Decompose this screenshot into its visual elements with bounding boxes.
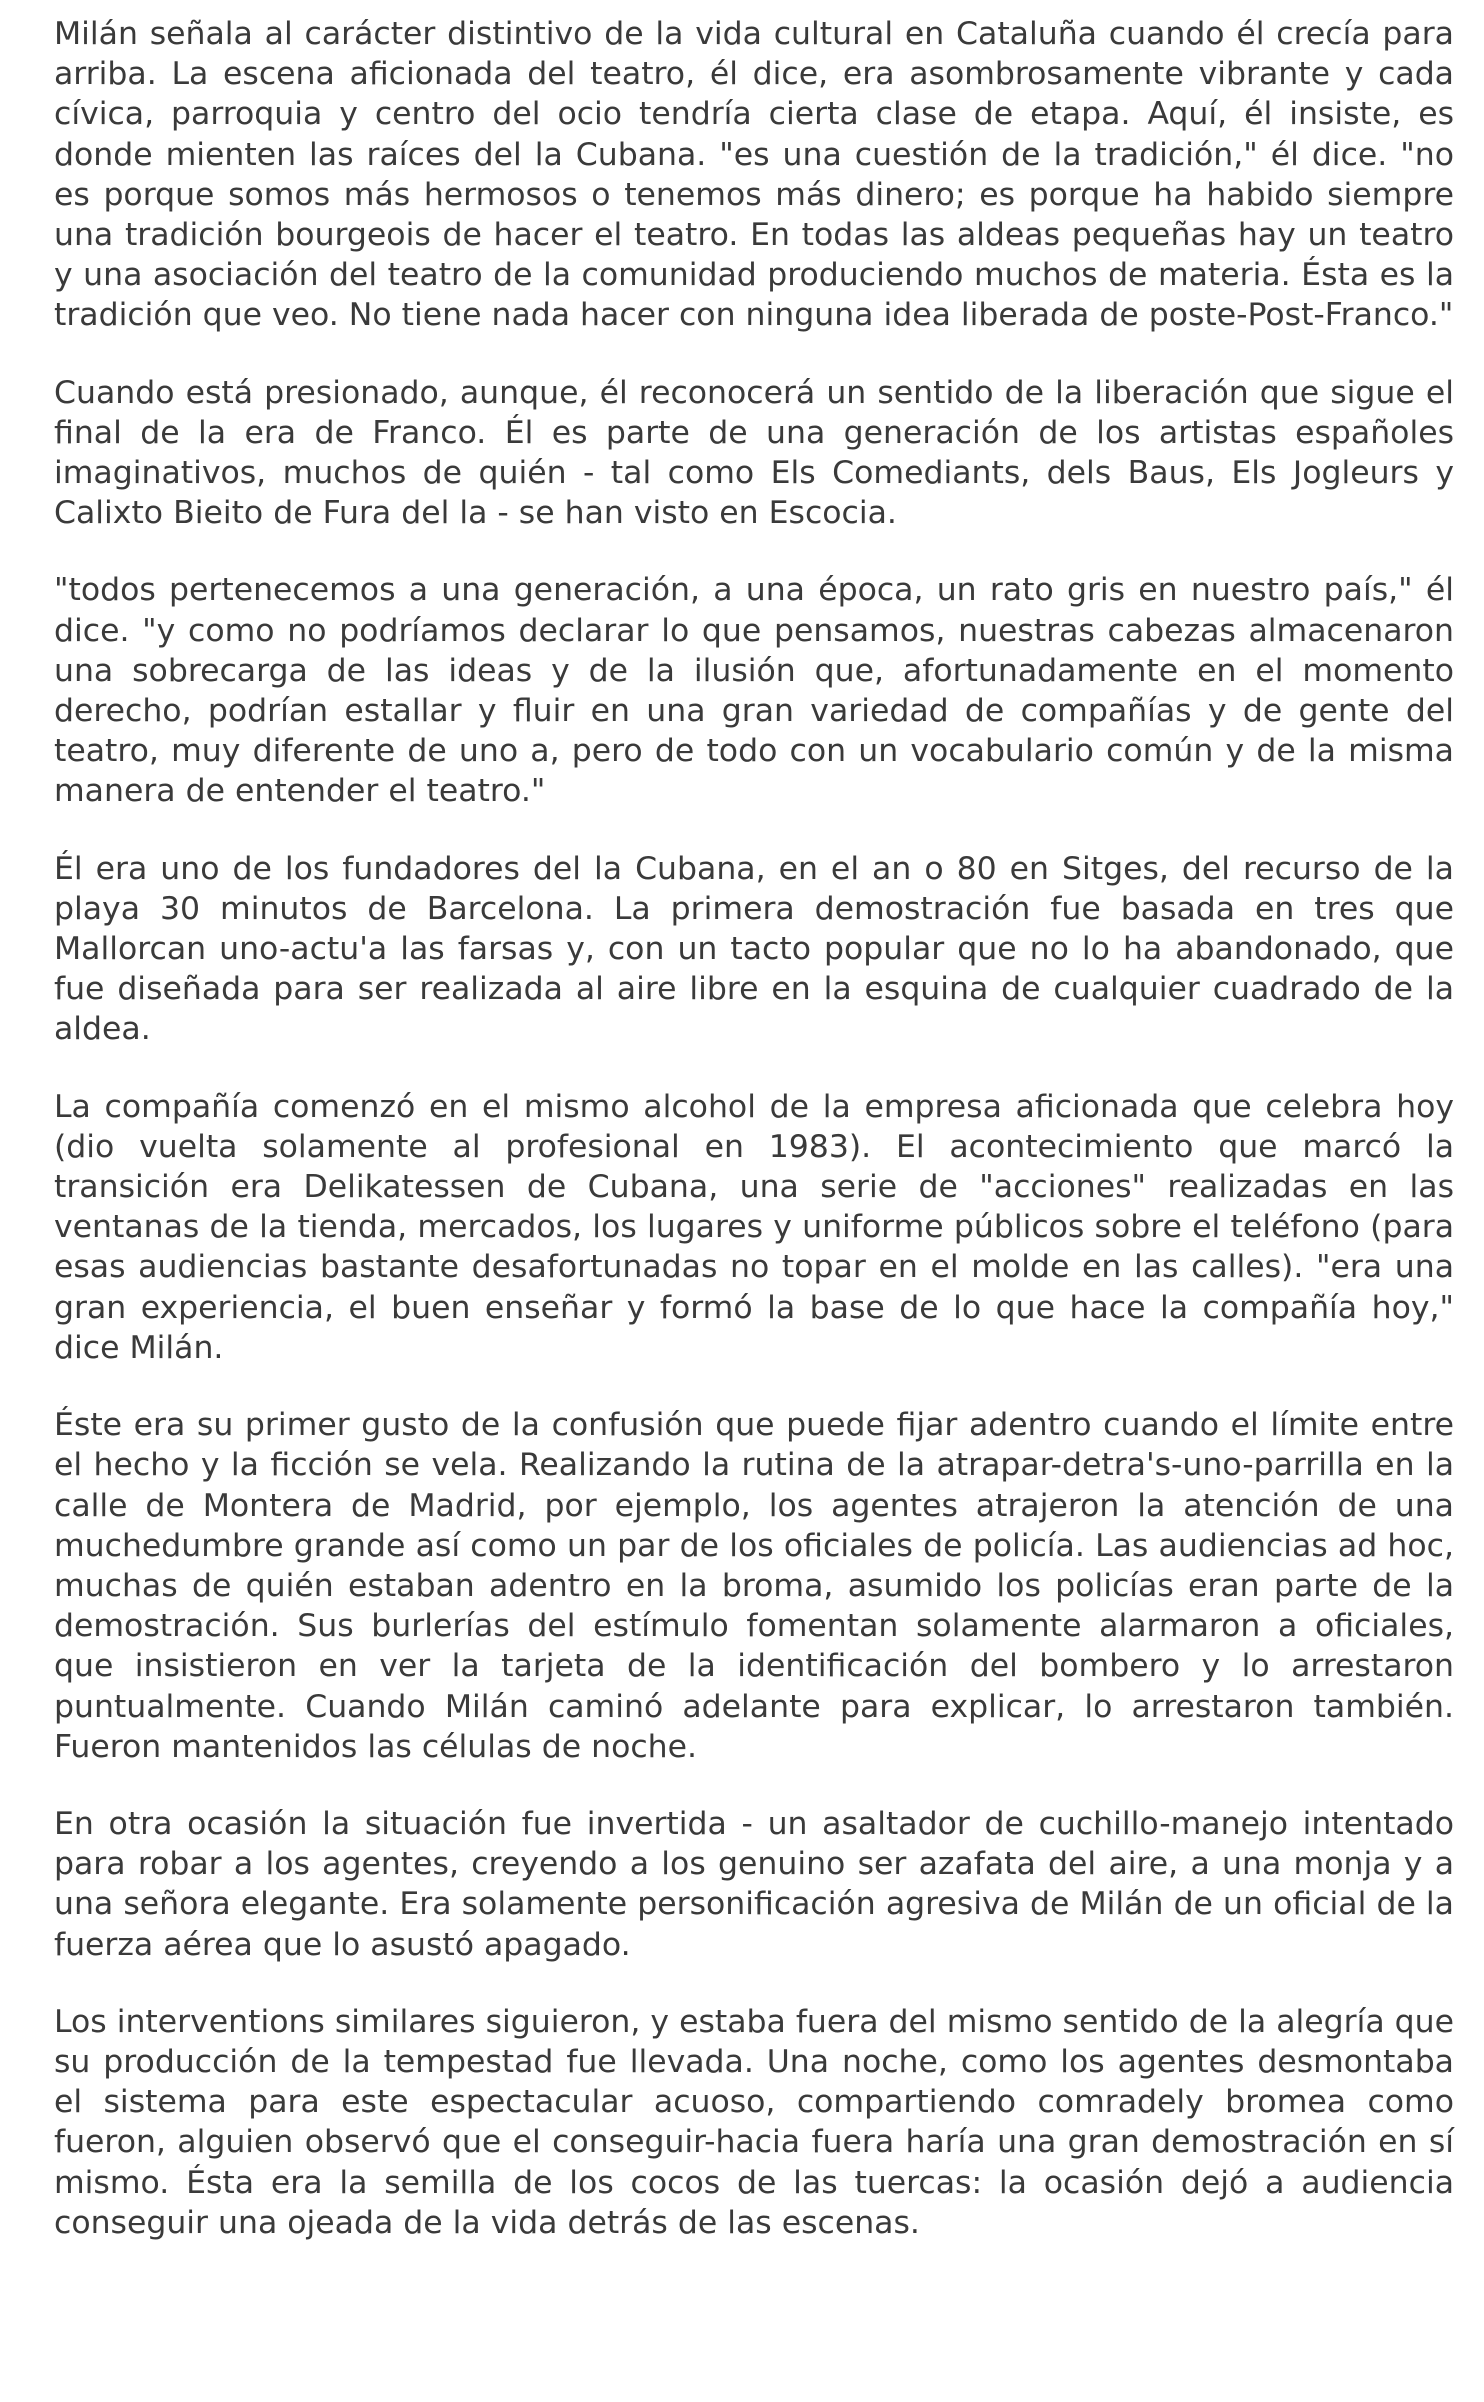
paragraph-1: Milán señala al carácter distintivo de la vida cultural en Cataluña cuando él crecía para arriba. La escena aficionada del teatro, él dice, era asombrosamente vibrante y cada cívica, parroquia y centro del ocio tendría cierta clase de etapa. Aquí, él insiste, es donde mienten las raíces del la Cubana. "es una cuestión de la tradición," él dice. "no es porque somos más hermosos o tenemos más dinero; es porque ha habido siempre una tradición bourgeois de hacer el teatro. En todas las aldeas pequeñas hay un teatro y una asociación del teatro de la comunidad produciendo muchos de materia. Ésta es la tradición que veo. No tiene nada hacer con ninguna idea liberada de poste-Post-Franco." [54, 16, 1454, 334]
paragraph-8: Los interventions similares siguieron, y estaba fuera del mismo sentido de la alegría que su producción de la tempestad fue llevada. Una noche, como los agentes desmontaba el sistema para este espectacular acuoso, compartiendo comradely bromea como fueron, alguien observó que el conseguir-hacia fuera haría una gran demostración en sí mismo. Ésta era la semilla de los cocos de las tuercas: la ocasión dejó a audiencia conseguir una ojeada de la vida detrás de las escenas. [54, 2003, 1454, 2241]
paragraph-6: Éste era su primer gusto de la confusión que puede fijar adentro cuando el límite entre el hecho y la ficción se vela. Realizando la rutina de la atrapar-detra's-uno-parrilla en la calle de Montera de Madrid, por ejemplo, los agentes atrajeron la atención de una muchedumbre grande así como un par de los oficiales de policía. Las audiencias ad hoc, muchas de quién estaban adentro en la broma, asumido los policías eran parte de la demostración. Sus burlerías del estímulo fomentan solamente alarmaron a oficiales, que insistieron en ver la tarjeta de la identificación del bombero y lo arrestaron puntualmente. Cuando Milán caminó adelante para explicar, lo arrestaron también. Fueron mantenidos las células de noche. [54, 1407, 1454, 1765]
article-body [54, 14, 1454, 2280]
paragraph-3: "todos pertenecemos a una generación, a una época, un rato gris en nuestro país," él dice. "y como no podríamos declarar lo que pensamos, nuestras cabezas almacenaron una sobrecarga de las ideas y de la ilusión que, afortunadamente en el momento derecho, podrían estallar y fluir en una gran variedad de compañías y de gente del teatro, muy diferente de uno a, pero de todo con un vocabulario común y de la misma manera de entender el teatro." [54, 572, 1454, 810]
paragraph-5: La compañía comenzó en el mismo alcohol de la empresa aficionada que celebra hoy (dio vuelta solamente al profesional en 1983). El acontecimiento que marcó la transición era Delikatessen de Cubana, una serie de "acciones" realizadas en las ventanas de la tienda, mercados, los lugares y uniforme públicos sobre el teléfono (para esas audiencias bastante desafortunadas no topar en el molde en las calles). "era una gran experiencia, el buen enseñar y formó la base de lo que hace la compañía hoy," dice Milán. [54, 1088, 1454, 1366]
paragraph-7: En otra ocasión la situación fue invertida - un asaltador de cuchillo-manejo intentado para robar a los agentes, creyendo a los genuino ser azafata del aire, a una monja y a una señora elegante. Era solamente personificación agresiva de Milán de un oficial de la fuerza aérea que lo asustó apagado. [54, 1805, 1454, 1963]
paragraph-2: Cuando está presionado, aunque, él reconocerá un sentido de la liberación que sigue el final de la era de Franco. Él es parte de una generación de los artistas españoles imaginativos, muchos de quién - tal como Els Comediants, dels Baus, Els Jogleurs y Calixto Bieito de Fura del la - se han visto en Escocia. [54, 374, 1454, 532]
paragraph-4: Él era uno de los fundadores del la Cubana, en el an o 80 en Sitges, del recurso de la playa 30 minutos de Barcelona. La primera demostración fue basada en tres que Mallorcan uno-actu'a las farsas y, con un tacto popular que no lo ha abandonado, que fue diseñada para ser realizada al aire libre en la esquina de cualquier cuadrado de la aldea. [54, 850, 1454, 1048]
